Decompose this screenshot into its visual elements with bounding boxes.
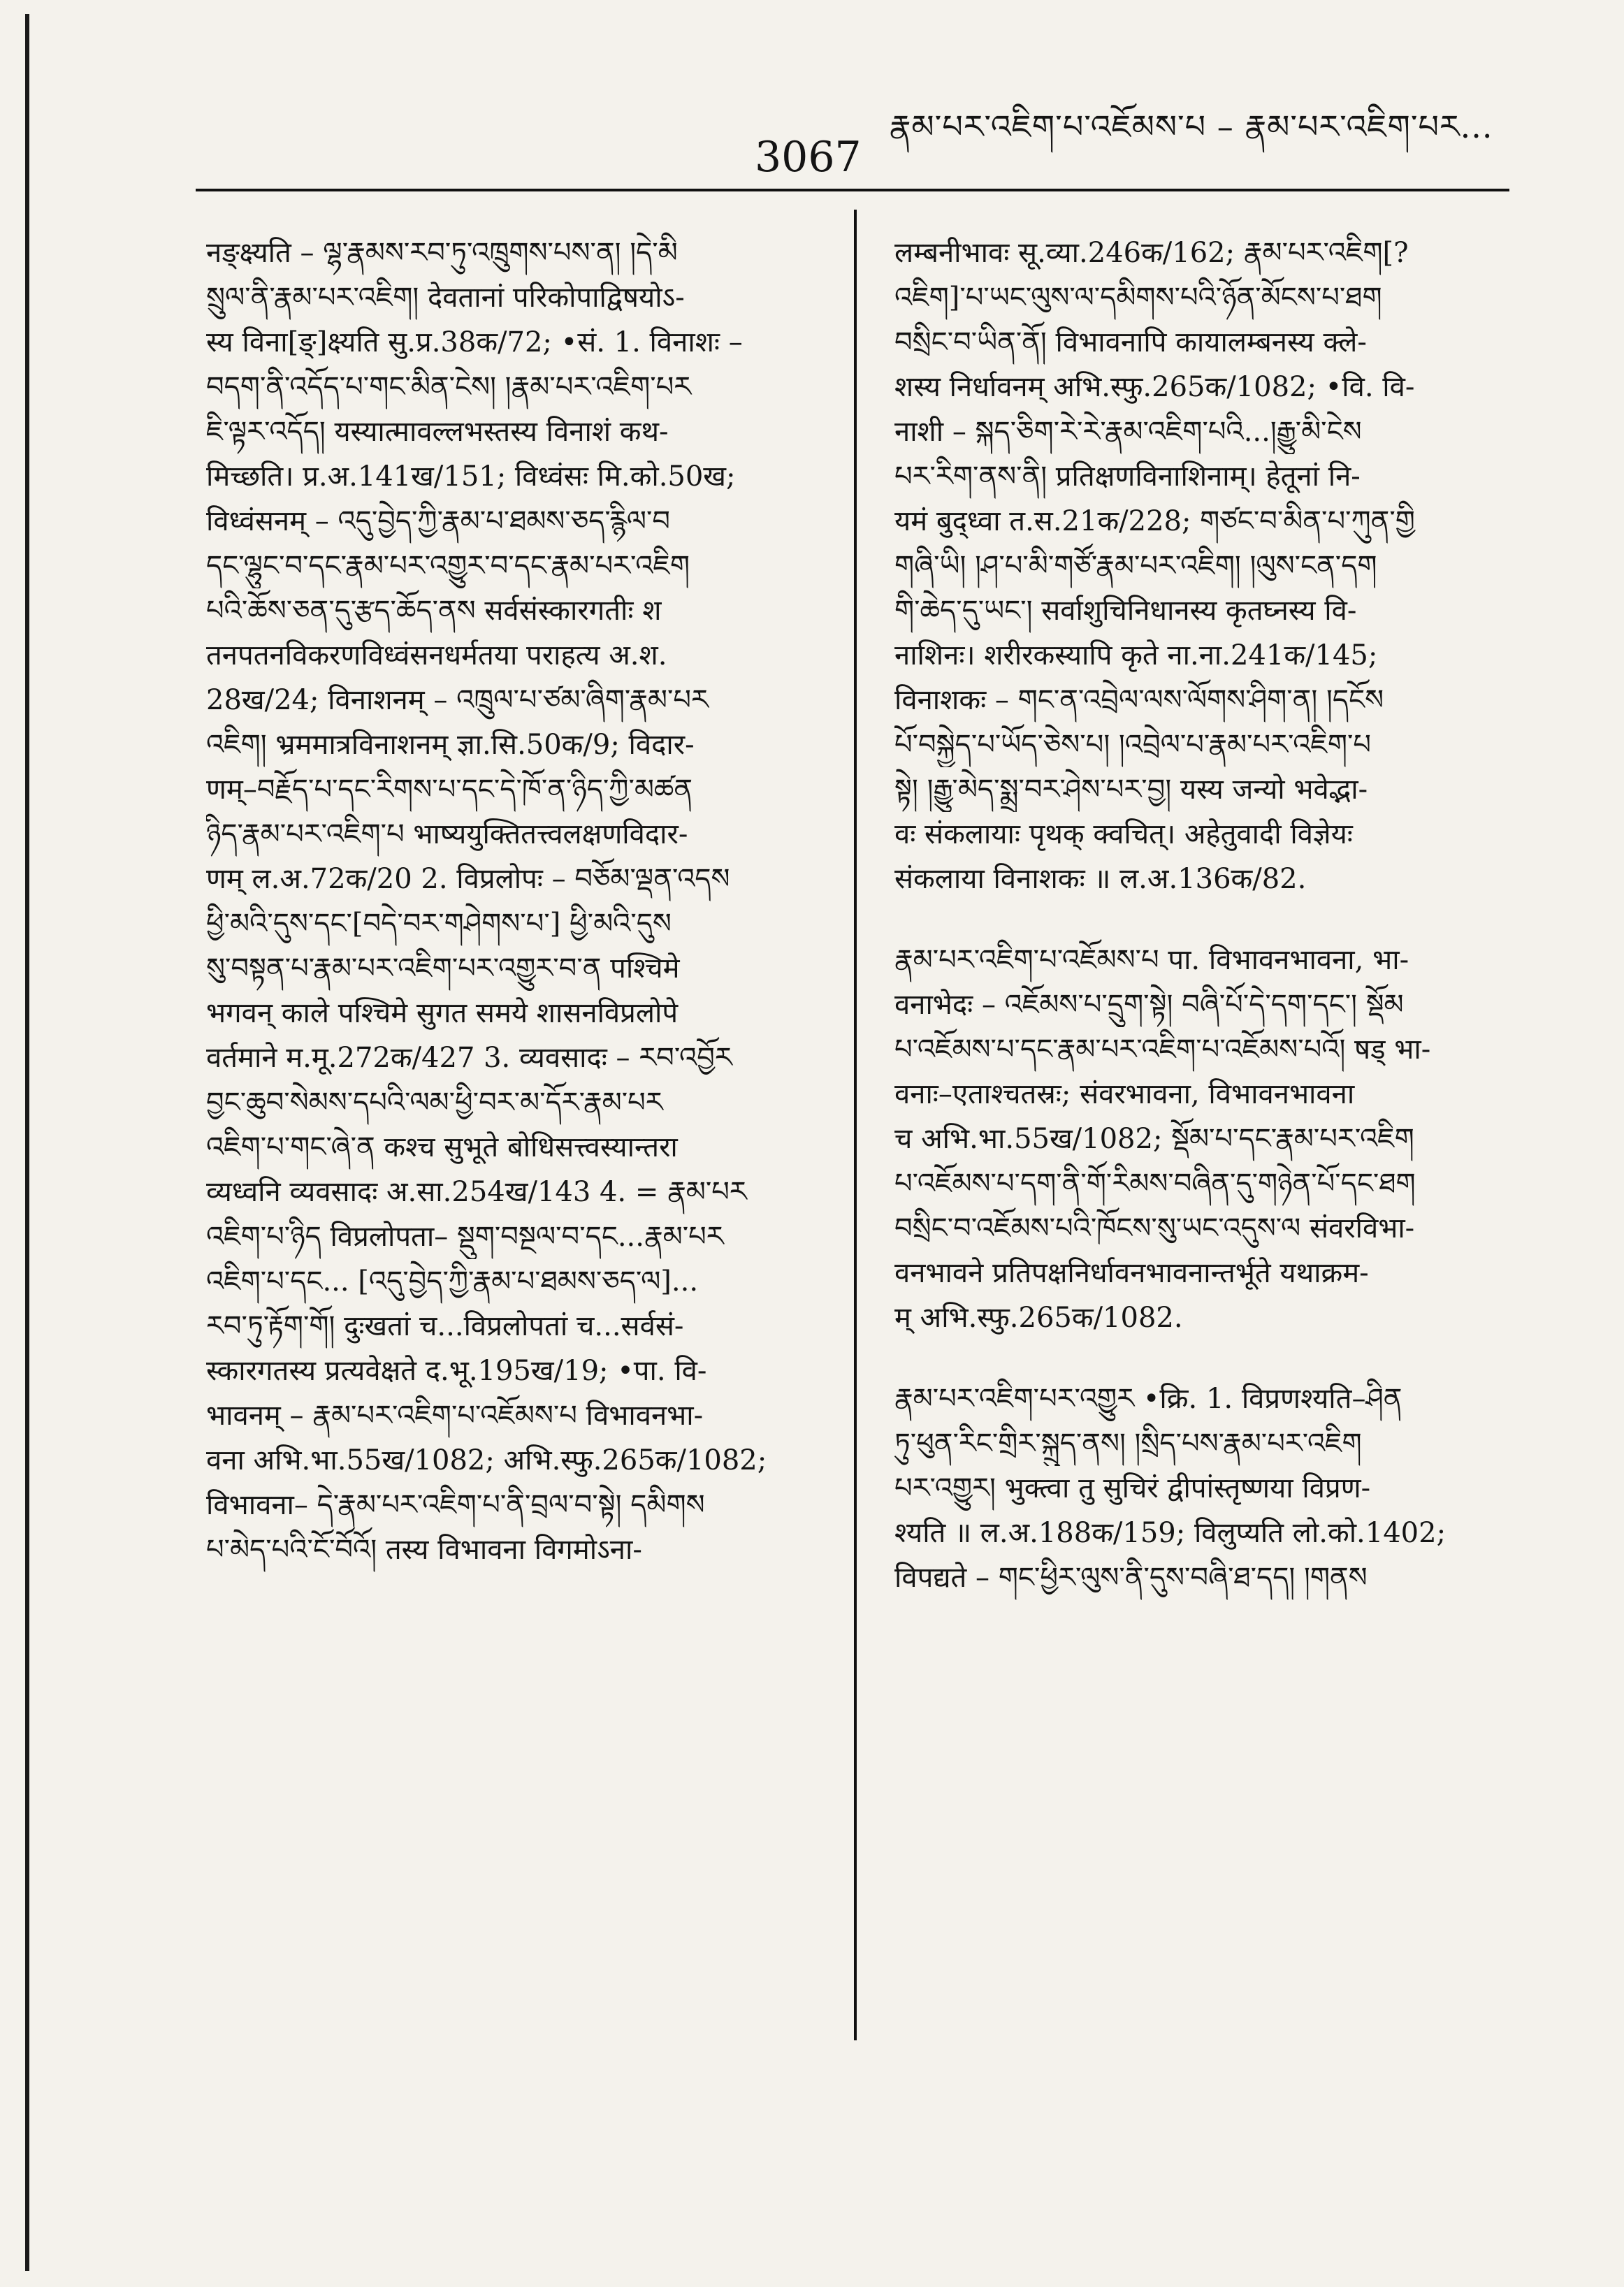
text-line: ཏུ་ཕུན་རིང་གྲིར་སྐྲུད་ནས། །སྲིད་པས་རྣམ་པར་འཇིག bbox=[894, 1428, 1362, 1460]
column-divider bbox=[854, 210, 857, 2040]
text-line: भावनम् – རྣམ་པར་འཇིག་པ་འཇོམས་པ विभावनभा- bbox=[206, 1400, 704, 1432]
scan-edge bbox=[25, 14, 29, 2271]
text-line: व्यध्वनि व्यवसादः अ.सा.254ख/143 4. = རྣམ་པར bbox=[206, 1176, 747, 1208]
text-line: यमं बुद्ध्वा त.स.21क/228; གཙང་བ་མིན་པ་ཀུན་གྱི bbox=[894, 505, 1415, 537]
text-line: སྟེ། །རྒྱུ་མེད་སྨྲ་བར་ཤེས་པར་བྱ། यस्य जन्यो भवेद्भा- bbox=[894, 774, 1368, 806]
text-line: གཞི་ཡི། །ཤ་པ་མི་གཙོ་རྣམ་པར་འཇིག། །ལུས་ངན་དག bbox=[894, 550, 1377, 582]
text-line: वनाः–एताश्चतस्रः; संवरभावना, विभावनभावना bbox=[894, 1078, 1355, 1110]
text-line: པོ་བསྐྱེད་པ་ཡོད་ཅེས་པ། །འབྲེལ་པ་རྣམ་པར་འཇིག་པ bbox=[894, 729, 1372, 761]
text-line: པར་རིག་ནས་ནི། प्रतिक्षणविनाशिनाम्। हेतूनां नि- bbox=[894, 460, 1361, 493]
text-line: སྲུལ་ནི་རྣམ་པར་འཇིག། देवतानां परिकोपाद्विषयोऽ- bbox=[206, 282, 685, 314]
text-line: श्यति ॥ ल.अ.188क/159; विलुप्यति लो.को.1402; bbox=[894, 1517, 1447, 1549]
text-line: བསྲིང་བ་འཇོམས་པའི་ཁོངས་སུ་ཡང་འདུས་ལ संवरविभा- bbox=[894, 1212, 1415, 1244]
text-line: वनाभेदः – འཇོམས་པ་དྲུག་སྟེ། བཞི་པོ་དེ་དག་དང་། སྡོམ bbox=[894, 989, 1404, 1021]
text-line: स्य विना[ङ्]क्ष्यति सु.प्र.38क/72; •सं. 1. विनाशः – bbox=[206, 326, 743, 358]
text-line: བདག་ནི་འདོད་པ་གང་མིན་ངེས། །རྣམ་པར་འཇིག་པར bbox=[206, 371, 692, 403]
text-line: स्कारगतस्य प्रत्यवेक्षते द.भू.195ख/19; •पा. वि- bbox=[206, 1355, 707, 1387]
header-rule bbox=[196, 189, 1509, 191]
text-line: तनपतनविकरणविध्वंसनधर्मतया पराहत्य अ.श. bbox=[206, 639, 667, 671]
running-head: རྣམ་པར་འཇིག་པ་འཇོམས་པ – རྣམ་པར་འཇིག་པར... bbox=[889, 108, 1493, 145]
text-line: विध्वंसनम् – འདུ་བྱེད་ཀྱི་རྣམ་པ་ཐམས་ཅད་རྙིལ་བ bbox=[206, 505, 671, 537]
text-line: लम्बनीभावः सू.व्या.246क/162; རྣམ་པར་འཇིག[? bbox=[894, 237, 1409, 269]
text-line: བསྲིང་བ་ཡིན་ནོ། विभावनापि कायालम्बनस्य क्ले- bbox=[894, 326, 1367, 358]
text-line: नाशिनः। शरीरकस्यापि कृते ना.ना.241क/145; bbox=[894, 639, 1378, 671]
text-line: གི་ཆེད་དུ་ཡང་། सर्वाशुचिनिधानस्य कृतघ्नस्य वि- bbox=[894, 595, 1357, 627]
entry-gap bbox=[894, 901, 1530, 938]
text-line: ཉིད་རྣམ་པར་འཇིག་པ भाष्ययुक्तितत्त्वलक्षणविदार- bbox=[206, 818, 688, 850]
text-line: 28ख/24; विनाशनम् – འཁྲུལ་པ་ཙམ་ཞིག་རྣམ་པར bbox=[206, 684, 709, 716]
text-line: ཕྱི་མའི་དུས་དང་[བདེ་བར་གཤེགས་པ་] ཕྱི་མའི་དུས bbox=[206, 908, 672, 940]
text-line: म् अभि.स्फु.265क/1082. bbox=[894, 1302, 1183, 1334]
text-line: वर्तमाने म.मू.272क/427 3. व्यवसादः – རབ་འབྱོར bbox=[206, 1042, 732, 1074]
text-line: རྣམ་པར་འཇིག་པར་འགྱུར •क्रि. 1. विप्रणश्यति–ཤིན bbox=[894, 1383, 1402, 1415]
text-line: པ་འཇོམས་པ་དང་རྣམ་པར་འཇིག་པ་འཇོམས་པའོ། षड् भा- bbox=[894, 1033, 1431, 1066]
page-number: 3067 bbox=[755, 133, 862, 182]
text-line: णम् ल.अ.72क/20 2. विप्रलोपः – བཅོམ་ལྡན་འདས bbox=[206, 863, 730, 895]
text-line: བྱང་ཆུབ་སེམས་དཔའི་ལམ་ཕྱི་བར་མ་དོར་རྣམ་པར bbox=[206, 1087, 663, 1119]
text-line: नङ्क्ष्यति – ལྷ་རྣམས་རབ་ཏུ་འཁྲུགས་པས་ན། །དེ་མི bbox=[206, 237, 678, 269]
text-line: འཇིག་པ་གང་ཞེ་ན कश्च सुभूते बोधिसत्त्वस्यान्तरा bbox=[206, 1131, 678, 1163]
text-line: པ་མེད་པའི་ངོ་བོའོ། तस्य विभावना विगमोऽना- bbox=[206, 1534, 642, 1566]
text-line: वना अभि.भा.55ख/1082; अभि.स्फु.265क/1082; bbox=[206, 1444, 767, 1476]
text-line: वनभावने प्रतिपक्षनिर्धावनभावनान्तर्भूते यथाक्रम- bbox=[894, 1257, 1369, 1289]
text-line: འཇིག]་པ་ཡང་ལུས་ལ་དམིགས་པའི་ཉོན་མོངས་པ་ཐག bbox=[894, 282, 1382, 314]
text-line: འཇིག། भ्रममात्रविनाशनम् ज्ञा.सि.50क/9; विदार- bbox=[206, 729, 695, 761]
text-line: विनाशकः – གང་ན་འབྲེལ་ལས་ལོགས་ཤིག་ན། །དངོས bbox=[894, 684, 1384, 716]
right-column bbox=[894, 231, 1530, 1600]
text-line: विभावना– དེ་རྣམ་པར་འཇིག་པ་ནི་བྲལ་བ་སྟེ། དམིགས bbox=[206, 1489, 705, 1521]
left-column bbox=[206, 231, 842, 1572]
text-line: པར་འགྱུར། भुक्त्वा तु सुचिरं द्वीपांस्तृष्णया विप्रण- bbox=[894, 1472, 1371, 1504]
text-line: པ་འཇོམས་པ་དག་ནི་གོ་རིམས་བཞིན་དུ་གཉེན་པོ་དང་ཐག bbox=[894, 1168, 1416, 1200]
text-line: འཇིག་པ་ཉིད विप्रलोपता– སྡུག་བསྔལ་བ་དང...རྣམ་པར bbox=[206, 1221, 724, 1253]
text-line: རྣམ་པར་འཇིག་པ་འཇོམས་པ पा. विभावनभावना, भा- bbox=[894, 944, 1409, 976]
text-line: དང་ལྷུང་བ་དང་རྣམ་པར་འགྱུར་བ་དང་རྣམ་པར་འཇིག bbox=[206, 550, 690, 582]
text-line: मिच्छति। प्र.अ.141ख/151; विध्वंसः मि.को.50ख; bbox=[206, 460, 736, 493]
text-line: སུ་བསྟན་པ་རྣམ་པར་འཇིག་པར་འགྱུར་བ་ན पश्चिमे bbox=[206, 952, 680, 985]
text-line: འཇིག་པ་དང... [འདུ་བྱེད་ཀྱི་རྣམ་པ་ཐམས་ཅད་ལ]... bbox=[206, 1265, 699, 1298]
text-line: वः संकलायाः पृथक् क्वचित्। अहेतुवादी विज्ञेयः bbox=[894, 818, 1353, 850]
text-line: भगवन् काले पश्चिमे सुगत समये शासनविप्रलोपे bbox=[206, 997, 679, 1029]
text-line: नाशी – སྐད་ཅིག་རེ་རེ་རྣམ་འཇིག་པའི...།རྒྱུ་མི་ངེས bbox=[894, 416, 1362, 448]
page-header bbox=[755, 105, 1509, 182]
text-line: विपद्यते – གང་ཕྱིར་ལུས་ནི་དུས་བཞི་ཐ་དད། །གནས bbox=[894, 1562, 1368, 1594]
text-line: ཇི་ལྟར་འདོད། यस्यात्मावल्लभस्तस्य विनाशं कथ- bbox=[206, 416, 669, 448]
text-line: शस्य निर्धावनम् अभि.स्फु.265क/1082; •वि. वि- bbox=[894, 371, 1415, 403]
text-line: णम्–བརྗོད་པ་དང་རིགས་པ་དང་དེ་ཁོ་ན་ཉིད་ཀྱི་མཚན bbox=[206, 774, 693, 806]
entry-gap bbox=[894, 1340, 1530, 1377]
text-line: संकलाया विनाशकः ॥ ल.अ.136क/82. bbox=[894, 863, 1307, 895]
text-line: རབ་ཏུ་རྟོག་གོ། दुःखतां च...विप्रलोपतां च...सर्वसं- bbox=[206, 1310, 684, 1342]
text-line: च अभि.भा.55ख/1082; སྡོམ་པ་དང་རྣམ་པར་འཇིག bbox=[894, 1123, 1414, 1155]
text-line: པའི་ཆོས་ཅན་དུ་རྩད་ཆོད་ནས सर्वसंस्कारगतीः श bbox=[206, 595, 662, 627]
